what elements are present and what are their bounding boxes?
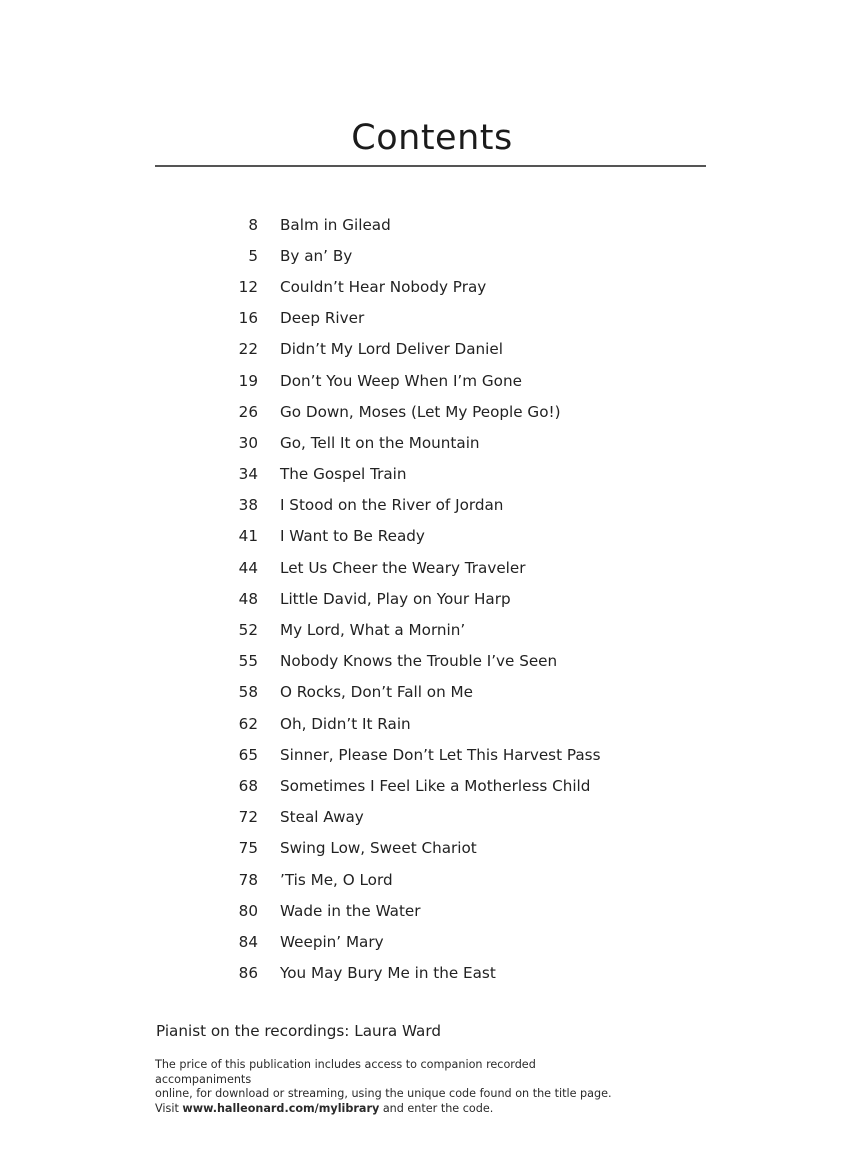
companion-audio-notice <box>155 1058 625 1117</box>
page-number: 22 <box>238 340 258 359</box>
page-number: 8 <box>248 215 258 234</box>
toc-entry[interactable] <box>230 271 650 302</box>
notice-line: online, for download or streaming, using the unique code found on the title page. <box>155 1087 612 1101</box>
song-title: Oh, Didn’t It Rain <box>280 714 411 733</box>
page-number: 26 <box>238 402 258 421</box>
page-number: 44 <box>238 558 258 577</box>
song-title: Go, Tell It on the Mountain <box>280 433 480 452</box>
song-title: Sinner, Please Don’t Let This Harvest Pass <box>280 745 601 764</box>
notice-visit-text: Visit <box>155 1102 183 1116</box>
toc-entry[interactable] <box>230 552 650 583</box>
song-title: ’Tis Me, O Lord <box>280 870 393 889</box>
notice-end-text: and enter the code. <box>379 1102 494 1116</box>
page-number: 19 <box>238 371 258 390</box>
page-number: 65 <box>238 745 258 764</box>
page-number: 16 <box>238 309 258 328</box>
page-number: 48 <box>238 589 258 608</box>
toc-entry[interactable] <box>230 240 650 271</box>
page-number: 41 <box>238 527 258 546</box>
song-title: I Want to Be Ready <box>280 527 425 546</box>
page-number: 72 <box>238 808 258 827</box>
title-divider <box>155 165 706 167</box>
song-title: Nobody Knows the Trouble I’ve Seen <box>280 652 558 671</box>
song-title: Wade in the Water <box>280 901 421 920</box>
toc-entry[interactable] <box>230 459 650 490</box>
page-number: 62 <box>238 714 258 733</box>
notice-line: The price of this publication includes access to companion recorded accompaniments <box>155 1058 536 1086</box>
toc-entry[interactable] <box>230 614 650 645</box>
page-number: 38 <box>238 496 258 515</box>
page-number: 78 <box>238 870 258 889</box>
toc-entry[interactable] <box>230 802 650 833</box>
song-title: You May Bury Me in the East <box>280 964 496 983</box>
notice-line <box>155 1102 625 1117</box>
song-title: The Gospel Train <box>280 465 407 484</box>
page-number: 30 <box>238 433 258 452</box>
page-number: 55 <box>238 652 258 671</box>
page-number: 80 <box>238 901 258 920</box>
toc-entry[interactable] <box>230 209 650 240</box>
song-title: O Rocks, Don’t Fall on Me <box>280 683 473 702</box>
page-number: 68 <box>238 776 258 795</box>
toc-entry[interactable] <box>230 396 650 427</box>
song-title: Didn’t My Lord Deliver Daniel <box>280 340 503 359</box>
song-title: Let Us Cheer the Weary Traveler <box>280 558 526 577</box>
page-number: 84 <box>238 932 258 951</box>
song-title: Steal Away <box>280 808 364 827</box>
page-number: 12 <box>238 277 258 296</box>
pianist-credit: Pianist on the recordings: Laura Ward <box>156 1022 441 1040</box>
song-title: Go Down, Moses (Let My People Go!) <box>280 402 561 421</box>
toc-entry[interactable] <box>230 427 650 458</box>
song-title: My Lord, What a Mornin’ <box>280 621 466 640</box>
toc-entry[interactable] <box>230 583 650 614</box>
song-title: Deep River <box>280 309 365 328</box>
song-title: I Stood on the River of Jordan <box>280 496 504 515</box>
toc-entry[interactable] <box>230 895 650 926</box>
library-url-link[interactable]: www.halleonard.com/mylibrary <box>182 1102 380 1116</box>
toc-entry[interactable] <box>230 677 650 708</box>
song-title: Weepin’ Mary <box>280 932 384 951</box>
page-number: 5 <box>248 246 258 265</box>
song-title: Little David, Play on Your Harp <box>280 589 511 608</box>
toc-entry[interactable] <box>230 739 650 770</box>
song-title: Don’t You Weep When I’m Gone <box>280 371 522 390</box>
page-number: 58 <box>238 683 258 702</box>
toc-entry[interactable] <box>230 926 650 957</box>
toc-entry[interactable] <box>230 958 650 989</box>
toc-entry[interactable] <box>230 864 650 895</box>
table-of-contents <box>230 209 650 989</box>
song-title: By an’ By <box>280 246 353 265</box>
toc-entry[interactable] <box>230 334 650 365</box>
song-title: Sometimes I Feel Like a Motherless Child <box>280 776 591 795</box>
toc-entry[interactable] <box>230 708 650 739</box>
toc-entry[interactable] <box>230 770 650 801</box>
song-title: Swing Low, Sweet Chariot <box>280 839 477 858</box>
song-title: Couldn’t Hear Nobody Pray <box>280 277 487 296</box>
toc-entry[interactable] <box>230 521 650 552</box>
toc-entry[interactable] <box>230 365 650 396</box>
toc-entry[interactable] <box>230 833 650 864</box>
page-number: 52 <box>238 621 258 640</box>
page-number: 86 <box>238 964 258 983</box>
page-number: 34 <box>238 465 258 484</box>
toc-entry[interactable] <box>230 303 650 334</box>
toc-entry[interactable] <box>230 490 650 521</box>
page-title: Contents <box>351 118 513 158</box>
song-title: Balm in Gilead <box>280 215 391 234</box>
toc-entry[interactable] <box>230 646 650 677</box>
page-number: 75 <box>238 839 258 858</box>
